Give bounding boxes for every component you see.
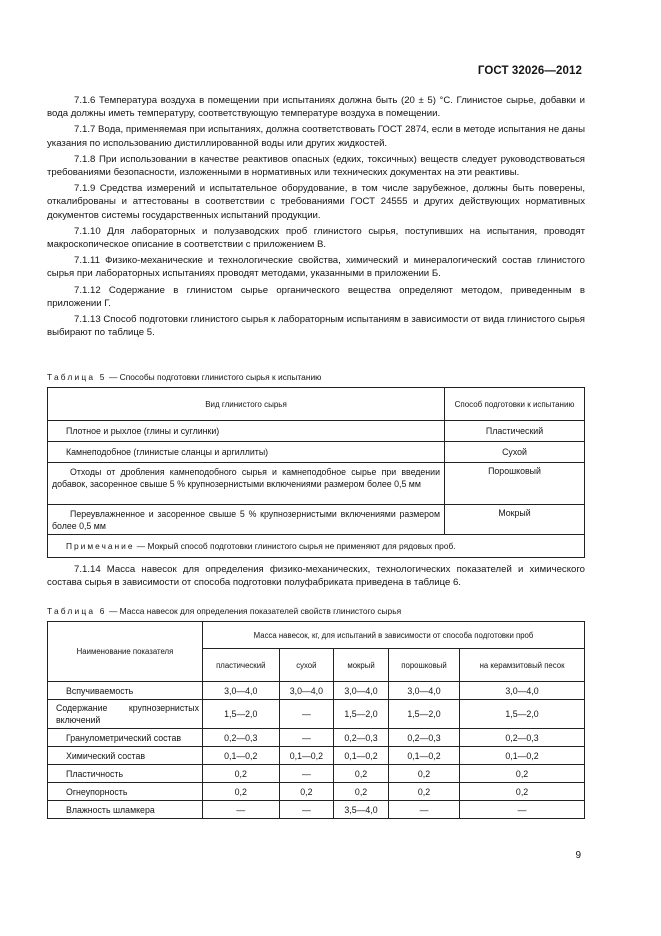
table-cell: 3,0—4,0: [334, 682, 389, 700]
table-cell: 0,2: [203, 765, 280, 783]
table-cell: —: [279, 765, 334, 783]
table-5-caption-text: — Способы подготовки глинистого сырья к испытанию: [106, 372, 322, 382]
table-row: [48, 682, 585, 700]
row-type-cell: Камнеподобное (глинистые сланцы и аргиллиты): [48, 442, 445, 463]
table-cell: 0,2—0,3: [388, 729, 459, 747]
row-name-cell: Огнеупорность: [48, 783, 203, 801]
row-method-cell: Пластический: [445, 421, 585, 442]
table-cell: 0,2: [460, 765, 585, 783]
table-cell: 0,1—0,2: [388, 747, 459, 765]
table-cell: —: [203, 801, 280, 819]
table-cell: 0,1—0,2: [279, 747, 334, 765]
table-cell: 0,2: [279, 783, 334, 801]
table-cell: 0,2: [388, 783, 459, 801]
row-type-cell: Плотное и рыхлое (глины и суглинки): [48, 421, 445, 442]
column-header-method: порошковый: [388, 649, 459, 682]
table-cell: 3,0—4,0: [203, 682, 280, 700]
table-cell: 1,5—2,0: [460, 700, 585, 729]
table-row: [48, 729, 585, 747]
paragraph-7-1-11: 7.1.11 Физико-механические и технологические свойства, химический и минералогический состав глинистого сырья при лабораторных испытаниях проводят методами, указанными в приложении Б.: [47, 255, 585, 280]
table-row: [48, 442, 585, 463]
table-cell: 0,2: [203, 783, 280, 801]
table-cell: 3,5—4,0: [334, 801, 389, 819]
table-cell: 3,0—4,0: [388, 682, 459, 700]
table-cell: 0,2: [388, 765, 459, 783]
column-header-method: на керамзитовый песок: [460, 649, 585, 682]
table-6: [47, 621, 585, 819]
table-5: [47, 387, 585, 558]
paragraph-7-1-9: 7.1.9 Средства измерений и испытательное оборудование, в том числе зарубежное, должны быть поверены, откалиброваны и аттестованы в соответствии с требованиями ГОСТ 24555 и других действующих нормативных документов системы государственных испытаний продукции.: [47, 183, 585, 221]
note-prefix: Примечание: [66, 541, 135, 551]
column-group-header: Масса навесок, кг, для испытаний в зависимости от способа подготовки проб: [203, 622, 585, 649]
table-row: [48, 700, 585, 729]
row-name-cell: Химический состав: [48, 747, 203, 765]
table-cell: 0,2: [460, 783, 585, 801]
table-5-caption: [47, 372, 321, 382]
table-5-note: [48, 535, 585, 558]
table-row: [48, 463, 585, 505]
column-header-method: мокрый: [334, 649, 389, 682]
table-row: [48, 783, 585, 801]
paragraph-7-1-6: 7.1.6 Температура воздуха в помещении при испытаниях должна быть (20 ± 5) °С. Глинистое сырье, добавки и вода должны иметь температуру, соответствующую температуре воздуха в помещении.: [47, 95, 585, 120]
paragraph-7-1-10: 7.1.10 Для лабораторных и полузаводских проб глинистого сырья, поступивших на испытания, проводят макроскопическое описание в соответствии с приложением В.: [47, 225, 585, 251]
table-cell: —: [279, 700, 334, 729]
table-6-caption-text: — Масса навесок для определения показателей свойств глинистого сырья: [106, 606, 402, 616]
table-5-caption-prefix: Таблица 5: [47, 372, 107, 382]
table-cell: —: [279, 729, 334, 747]
row-method-cell: Порошковый: [445, 463, 585, 505]
row-method-cell: Сухой: [445, 442, 585, 463]
column-header-method: пластический: [203, 649, 280, 682]
row-name-cell: Пластичность: [48, 765, 203, 783]
table-cell: 1,5—2,0: [203, 700, 280, 729]
table-cell: 1,5—2,0: [334, 700, 389, 729]
table-cell: —: [279, 801, 334, 819]
paragraph-7-1-8: 7.1.8 При использовании в качестве реактивов опасных (едких, токсичных) веществ следует руководствоваться требованиями безопасности, изложенными в нормативных или технических документах на эти реактивы.: [47, 153, 585, 179]
table-row: [48, 505, 585, 535]
table-cell: 0,1—0,2: [460, 747, 585, 765]
paragraph-7-1-7: 7.1.7 Вода, применяемая при испытаниях, должна соответствовать ГОСТ 2874, если в методе испытания не даны указания по использованию дистиллированной воды или других жидкостей.: [47, 124, 585, 149]
table-cell: 0,2—0,3: [460, 729, 585, 747]
table-cell: 0,2—0,3: [334, 729, 389, 747]
table-cell: 0,2—0,3: [203, 729, 280, 747]
row-name-cell: Содержание крупнозернистых включений: [48, 700, 203, 729]
table-cell: 0,1—0,2: [334, 747, 389, 765]
table-row: [48, 801, 585, 819]
table-header-row: [48, 622, 585, 649]
row-name-cell: Гранулометрический состав: [48, 729, 203, 747]
table-6-caption: [47, 606, 401, 616]
paragraph-7-1-14: 7.1.14 Масса навесок для определения физико-механических, технологических показателей и химического состава сырья в зависимости от способа подготовки полуфабриката приведена в таблице 6.: [47, 564, 585, 589]
row-method-cell: Мокрый: [445, 505, 585, 535]
table-cell: 0,2: [334, 765, 389, 783]
table-row: [48, 765, 585, 783]
section-7-1-text: [47, 94, 585, 342]
note-text: — Мокрый способ подготовки глинистого сырья не применяют для рядовых проб.: [134, 541, 456, 551]
table-row: [48, 421, 585, 442]
table-cell: —: [460, 801, 585, 819]
column-header-name: Наименование показателя: [48, 622, 203, 682]
table-cell: 3,0—4,0: [279, 682, 334, 700]
section-7-1-14-text: [47, 563, 585, 592]
paragraph-7-1-12: 7.1.12 Содержание в глинистом сырье органического вещества определяют методом, приведенным в приложении Г.: [47, 284, 585, 309]
table-6-caption-prefix: Таблица 6: [47, 606, 107, 616]
table-header-row: [48, 388, 585, 421]
page-number: 9: [575, 850, 581, 861]
table-cell: 0,2: [334, 783, 389, 801]
column-header-method: сухой: [279, 649, 334, 682]
document-code-header: ГОСТ 32026—2012: [477, 65, 582, 77]
paragraph-7-1-13: 7.1.13 Способ подготовки глинистого сырья к лабораторным испытаниям в зависимости от вида глинистого сырья выбирают по таблице 5.: [47, 314, 585, 339]
table-cell: —: [388, 801, 459, 819]
table-row: [48, 747, 585, 765]
row-name-cell: Вспучиваемость: [48, 682, 203, 700]
column-header-method: Способ подготовки к испытанию: [445, 388, 585, 421]
column-header-type: Вид глинистого сырья: [48, 388, 445, 421]
table-note-row: [48, 535, 585, 558]
table-cell: 0,1—0,2: [203, 747, 280, 765]
row-type-cell: Переувлажненное и засоренное свыше 5 % крупнозернистыми включениями размером более 0,5 мм: [48, 505, 445, 535]
table-cell: 3,0—4,0: [460, 682, 585, 700]
row-name-cell: Влажность шламкера: [48, 801, 203, 819]
row-type-cell: Отходы от дробления камнеподобного сырья и камнеподобное сырье при введении добавок, засоренное свыше 5 % крупнозернистыми включениями размером более 0,5 мм: [48, 463, 445, 505]
table-cell: 1,5—2,0: [388, 700, 459, 729]
